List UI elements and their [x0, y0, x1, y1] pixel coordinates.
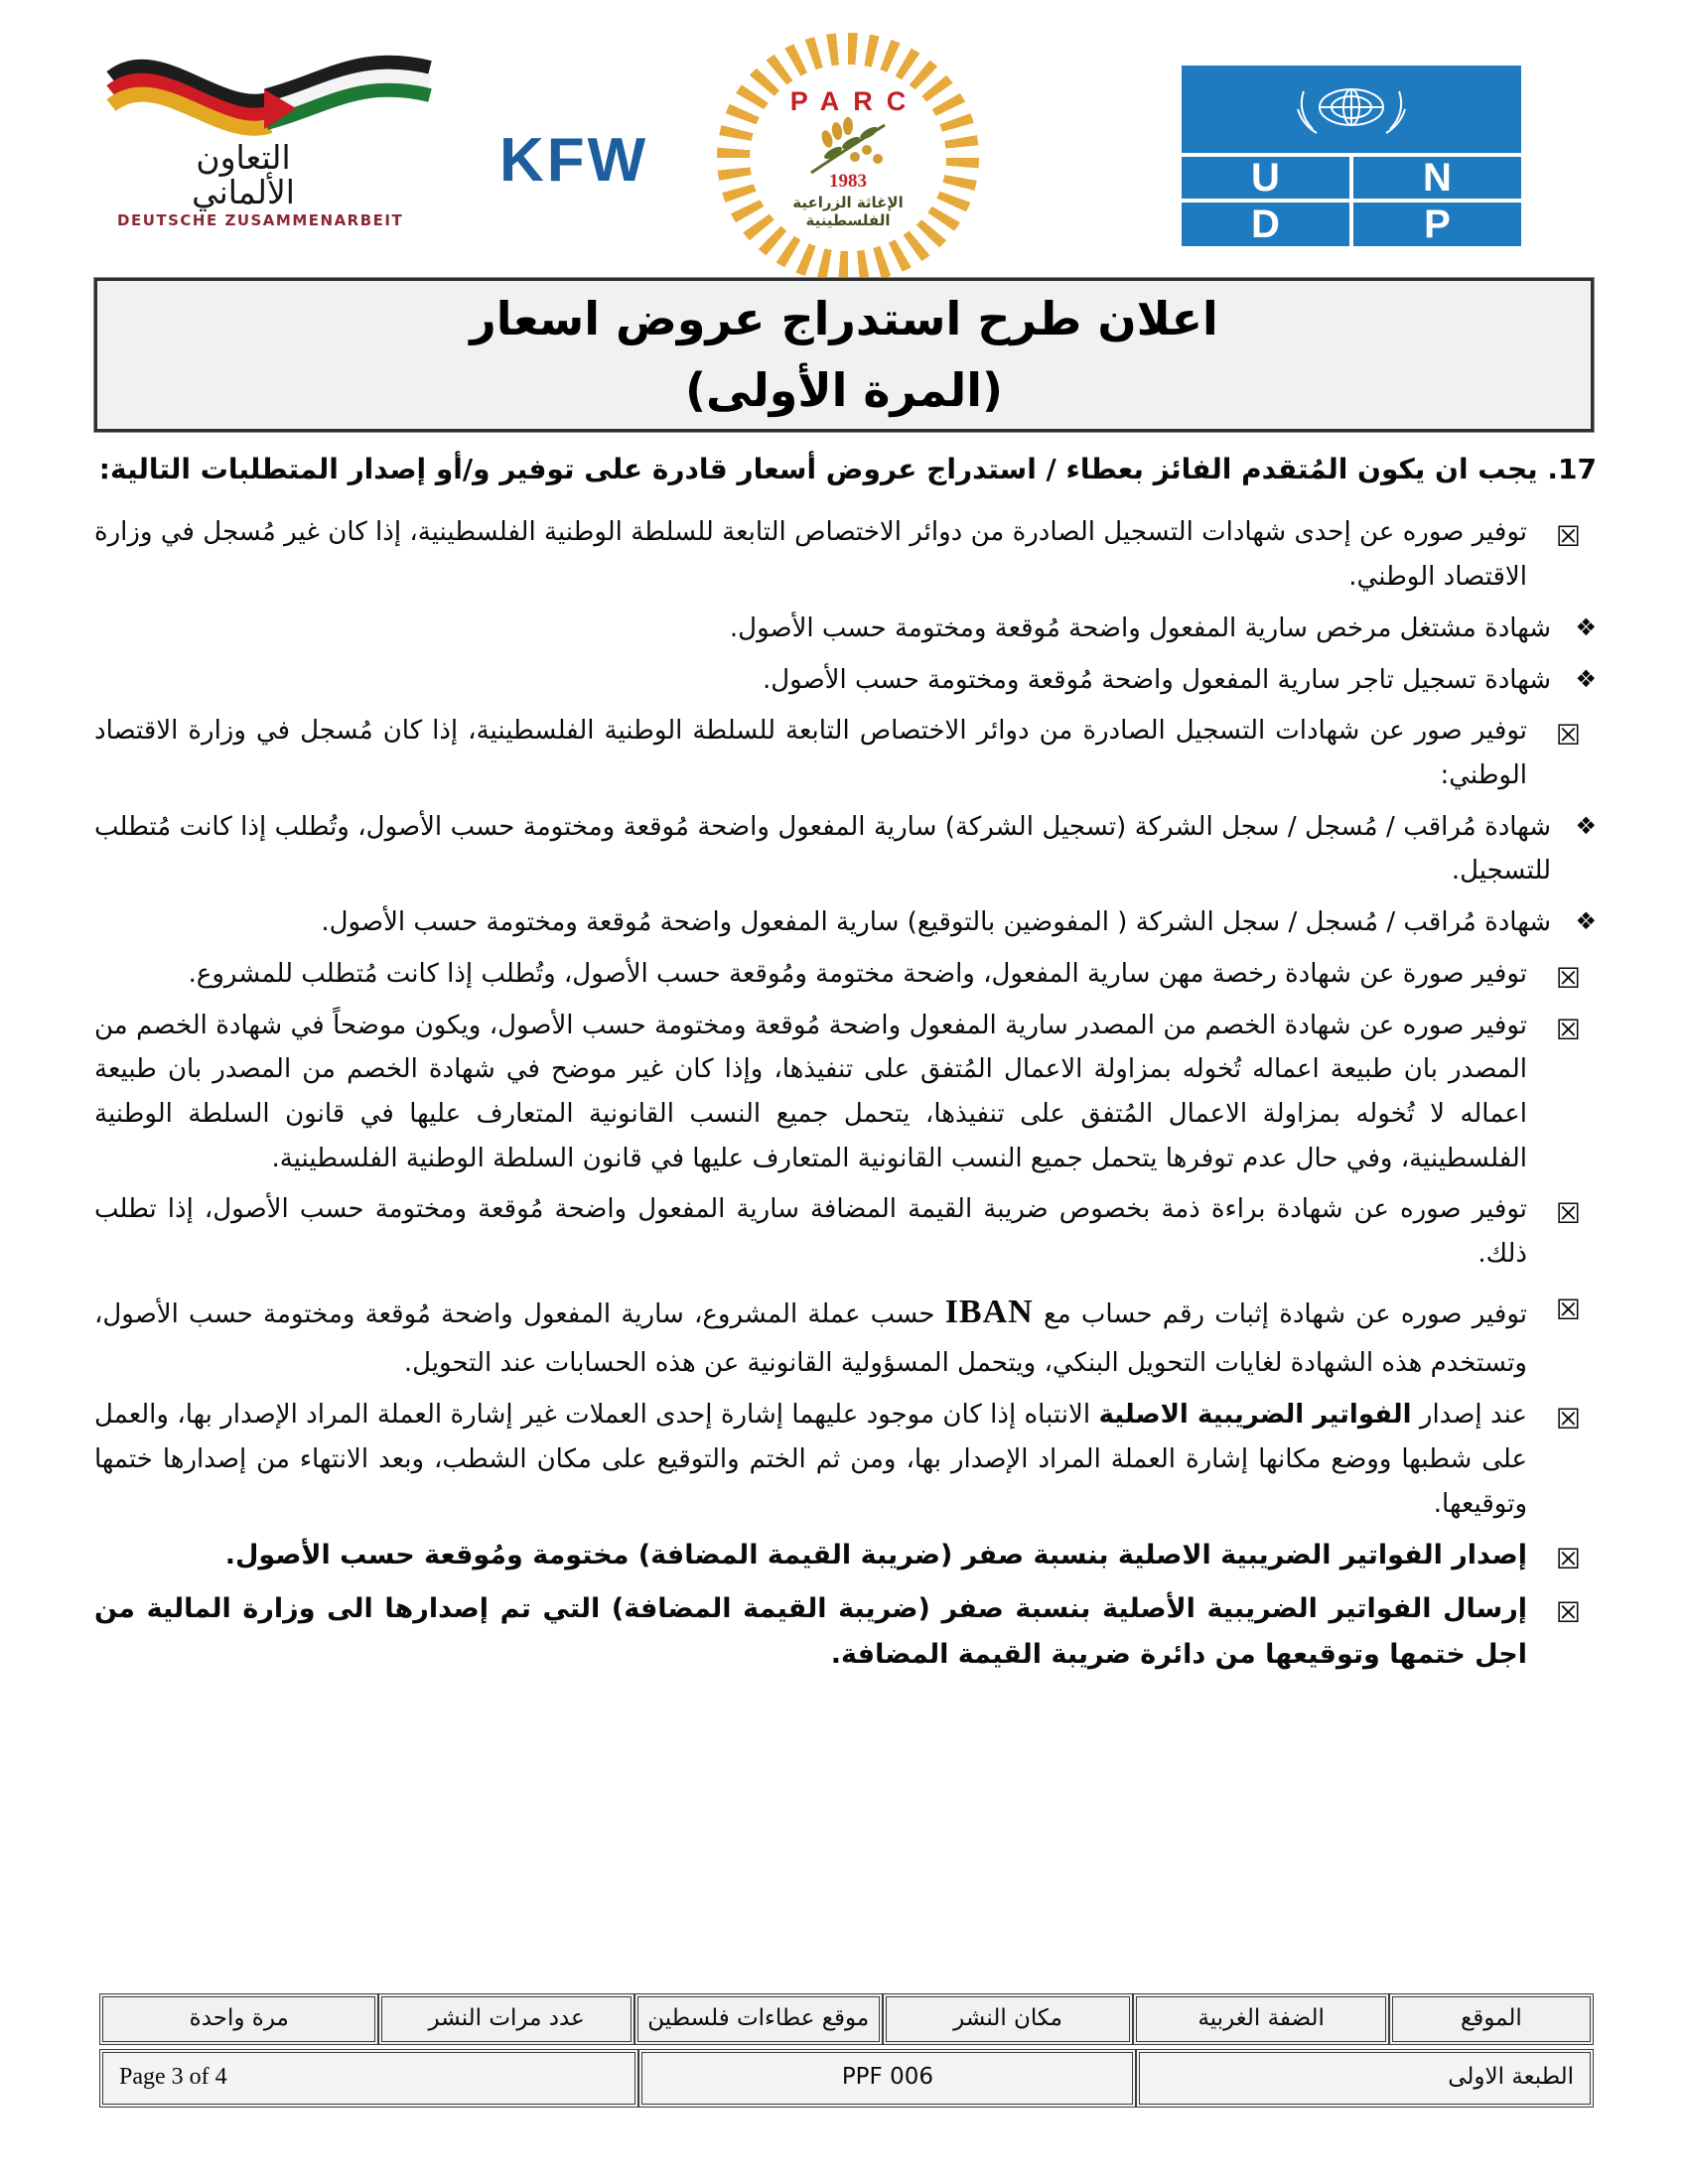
- checked-box-icon: ☒: [1555, 520, 1581, 554]
- footer-cell-location-label: الموقع: [1389, 1993, 1594, 2045]
- parc-logo: [717, 33, 979, 283]
- requirement-item: [94, 952, 1597, 997]
- requirement-text: شهادة مُراقب / مُسجل / سجل الشركة ( المفوضين بالتوقيع) سارية المفعول واضحة مُوقعة ومختومة حسب الأصول.: [321, 907, 1551, 938]
- german-cooperation-logo: [99, 40, 447, 229]
- diamond-bullet-icon: ❖: [1575, 664, 1597, 693]
- german-cooperation-subtitle: DEUTSCHE ZUSAMMENARBEIT: [117, 211, 404, 230]
- undp-letter-n: N: [1353, 157, 1521, 199]
- checked-box-icon: ☒: [1555, 719, 1581, 752]
- requirement-text: شهادة تسجيل تاجر سارية المفعول واضحة مُوقعة ومختومة حسب الأصول.: [762, 664, 1551, 695]
- footer-cell-publish-count-value: مرة واحدة: [99, 1993, 378, 2045]
- page-title-line2: (المرة الأولى): [684, 362, 1004, 417]
- undp-letter-u: U: [1182, 157, 1349, 199]
- requirement-item: [94, 510, 1597, 599]
- footer-cell-page-number: Page 3 of 4: [99, 2049, 638, 2108]
- un-emblem-icon: [1182, 66, 1521, 153]
- requirement-text: حسب عملة المشروع، سارية المفعول واضحة مُوقعة ومختومة حسب الأصول، وتستخدم هذه الشهادة لغايات التحويل البنكي، ويتحمل المسؤولية القانونية عن هذه الحسابات عند التحويل.: [94, 1298, 1527, 1379]
- page-title-line1: اعلان طرح استدراج عروض اسعار: [470, 292, 1218, 346]
- diamond-bullet-icon: ❖: [1575, 613, 1597, 641]
- footer-cell-doc-code: PPF 006: [638, 2049, 1136, 2108]
- checked-box-icon: ☒: [1555, 1013, 1581, 1046]
- requirement-text: توفير صوره عن شهادة براءة ذمة بخصوص ضريبة القيمة المضافة سارية المفعول واضحة مُوقعة ومختومة حسب الأصول، إذا تطلب ذلك.: [94, 1194, 1527, 1270]
- requirement-text: توفير صوره عن إحدى شهادات التسجيل الصادرة من دوائر الاختصاص التابعة للسلطة الوطنية الفلسطينية، إذا كان غير مُسجل في وزارة الاقتصاد الوطني.: [94, 517, 1527, 593]
- clause-17-heading: [94, 445, 1597, 494]
- requirement-text: الانتباه إذا كان موجود عليهما إشارة إحدى العملات غير إشارة العملة المراد الإصدار بها، والعمل على شطبها ووضع مكانها إشارة العملة المراد الإصدار بها، ومن ثم الختم والتوقيع على مكان الشطب، وبعد الانتهاء من إصدارها ختمها وتوقيعها.: [94, 1400, 1527, 1519]
- requirement-item: [94, 709, 1597, 797]
- checked-box-icon: ☒: [1555, 1403, 1581, 1436]
- footer-table: [99, 1993, 1594, 2108]
- clause-number: 17.: [1547, 453, 1597, 485]
- requirement-item: [94, 1393, 1597, 1526]
- footer-cell-edition: الطبعة الاولى: [1136, 2049, 1594, 2108]
- parc-year: 1983: [829, 171, 867, 192]
- requirement-subitem: [94, 900, 1597, 945]
- checked-box-icon: ☒: [1555, 1543, 1581, 1576]
- requirement-item: [94, 1533, 1597, 1578]
- checked-box-icon: ☒: [1555, 1293, 1581, 1326]
- requirement-bold-phrase: الفواتير الضريبية الاصلية: [1098, 1400, 1412, 1431]
- parc-name: PARC: [789, 86, 920, 116]
- footer-info-row: [99, 2049, 1594, 2108]
- requirement-item: [94, 1004, 1597, 1181]
- german-cooperation-arabic-title: التعاون الألماني: [192, 138, 295, 211]
- footer-cell-publish-place-label: مكان النشر: [883, 1993, 1134, 2045]
- requirement-text: شهادة مشتغل مرخص سارية المفعول واضحة مُوقعة ومختومة حسب الأصول.: [729, 613, 1551, 643]
- requirement-item-iban: [94, 1284, 1597, 1386]
- undp-letter-d: D: [1182, 203, 1349, 246]
- requirement-text: إصدار الفواتير الضريبية الاصلية بنسبة صفر (ضريبة القيمة المضافة) مختومة ومُوقعة حسب الأصول.: [224, 1540, 1527, 1571]
- checked-box-icon: ☒: [1555, 961, 1581, 995]
- parc-sunburst-icon: [717, 33, 979, 283]
- undp-letter-p: P: [1353, 203, 1521, 246]
- checked-box-icon: ☒: [1555, 1595, 1581, 1629]
- requirement-text: توفير صوره عن شهادة الخصم من المصدر سارية المفعول واضحة مُوقعة ومختومة حسب الأصول، ويكون موضحاً في شهادة الخصم من المصدر بان طبيعة اعماله تُخوله بمزاولة الاعمال المُتفق على تنفيذها، وإذا كان غير موضح في شهادة الخصم من المصدر بان طبيعة اعماله لا تُخوله بمزاولة الاعمال المُتفق على تنفيذها، يتحمل جميع النسب القانونية المتعارف عليها في قانون السلطة الوطنية الفلسطينية، وفي حال عدم توفرها يتحمل جميع النسب القانونية المتعارف عليها في قانون السلطة الوطنية الفلسطينية.: [94, 1010, 1527, 1173]
- diamond-bullet-icon: ❖: [1575, 811, 1597, 840]
- footer-cell-publish-count-label: عدد مرات النشر: [378, 1993, 633, 2045]
- requirement-text: إرسال الفواتير الضريبية الأصلية بنسبة صفر (ضريبة القيمة المضافة) التي تم إصدارها الى وزارة المالية من اجل ختمها وتوقيعها من دائرة ضريبة القيمة المضافة.: [94, 1592, 1527, 1671]
- clause-text: يجب ان يكون المُتقدم الفائز بعطاء / استدراج عروض أسعار قادرة على توفير و/أو إصدار المتطلبات التالية:: [98, 453, 1538, 485]
- parc-arabic-name: الإغاثة الزراعية الفلسطينية: [792, 194, 904, 229]
- requirement-text: شهادة مُراقب / مُسجل / سجل الشركة (تسجيل الشركة) سارية المفعول واضحة مُوقعة ومختومة حسب الأصول، وتُطلب إذا كانت مُتطلب للتسجيل.: [94, 811, 1551, 887]
- undp-logo: [1182, 66, 1521, 248]
- wheat-olive-branch-icon: [793, 117, 903, 179]
- requirement-subitem: [94, 607, 1597, 651]
- kfw-logo: KFW: [499, 126, 649, 195]
- title-box: [94, 278, 1594, 432]
- german-palestinian-ribbon-icon: [99, 40, 442, 147]
- requirement-text: توفير صورة عن شهادة رخصة مهن سارية المفعول، واضحة مختومة ومُوقعة حسب الأصول، وتُطلب إذا كانت مُتطلب للمشروع.: [188, 958, 1527, 989]
- requirement-text: توفير صور عن شهادات التسجيل الصادرة من دوائر الاختصاص التابعة للسلطة الوطنية الفلسطينية، إذا كان مُسجل في وزارة الاقتصاد الوطني:: [94, 716, 1527, 790]
- footer-cell-publish-place-value: موقع عطاءات فلسطين: [634, 1993, 883, 2045]
- requirement-text: توفير صوره عن شهادة إثبات رقم حساب مع: [1033, 1298, 1528, 1329]
- checked-box-icon: ☒: [1555, 1197, 1581, 1231]
- requirement-item: [94, 1586, 1597, 1679]
- diamond-bullet-icon: ❖: [1575, 907, 1597, 936]
- iban-label: IBAN: [944, 1293, 1034, 1330]
- requirement-subitem: [94, 805, 1597, 893]
- footer-header-row: [99, 1993, 1594, 2045]
- requirement-text: عند إصدار: [1411, 1400, 1527, 1431]
- footer-cell-location-value: الضفة الغربية: [1133, 1993, 1388, 2045]
- requirement-subitem: [94, 658, 1597, 703]
- requirements-section: [94, 445, 1597, 1686]
- requirement-item: [94, 1187, 1597, 1276]
